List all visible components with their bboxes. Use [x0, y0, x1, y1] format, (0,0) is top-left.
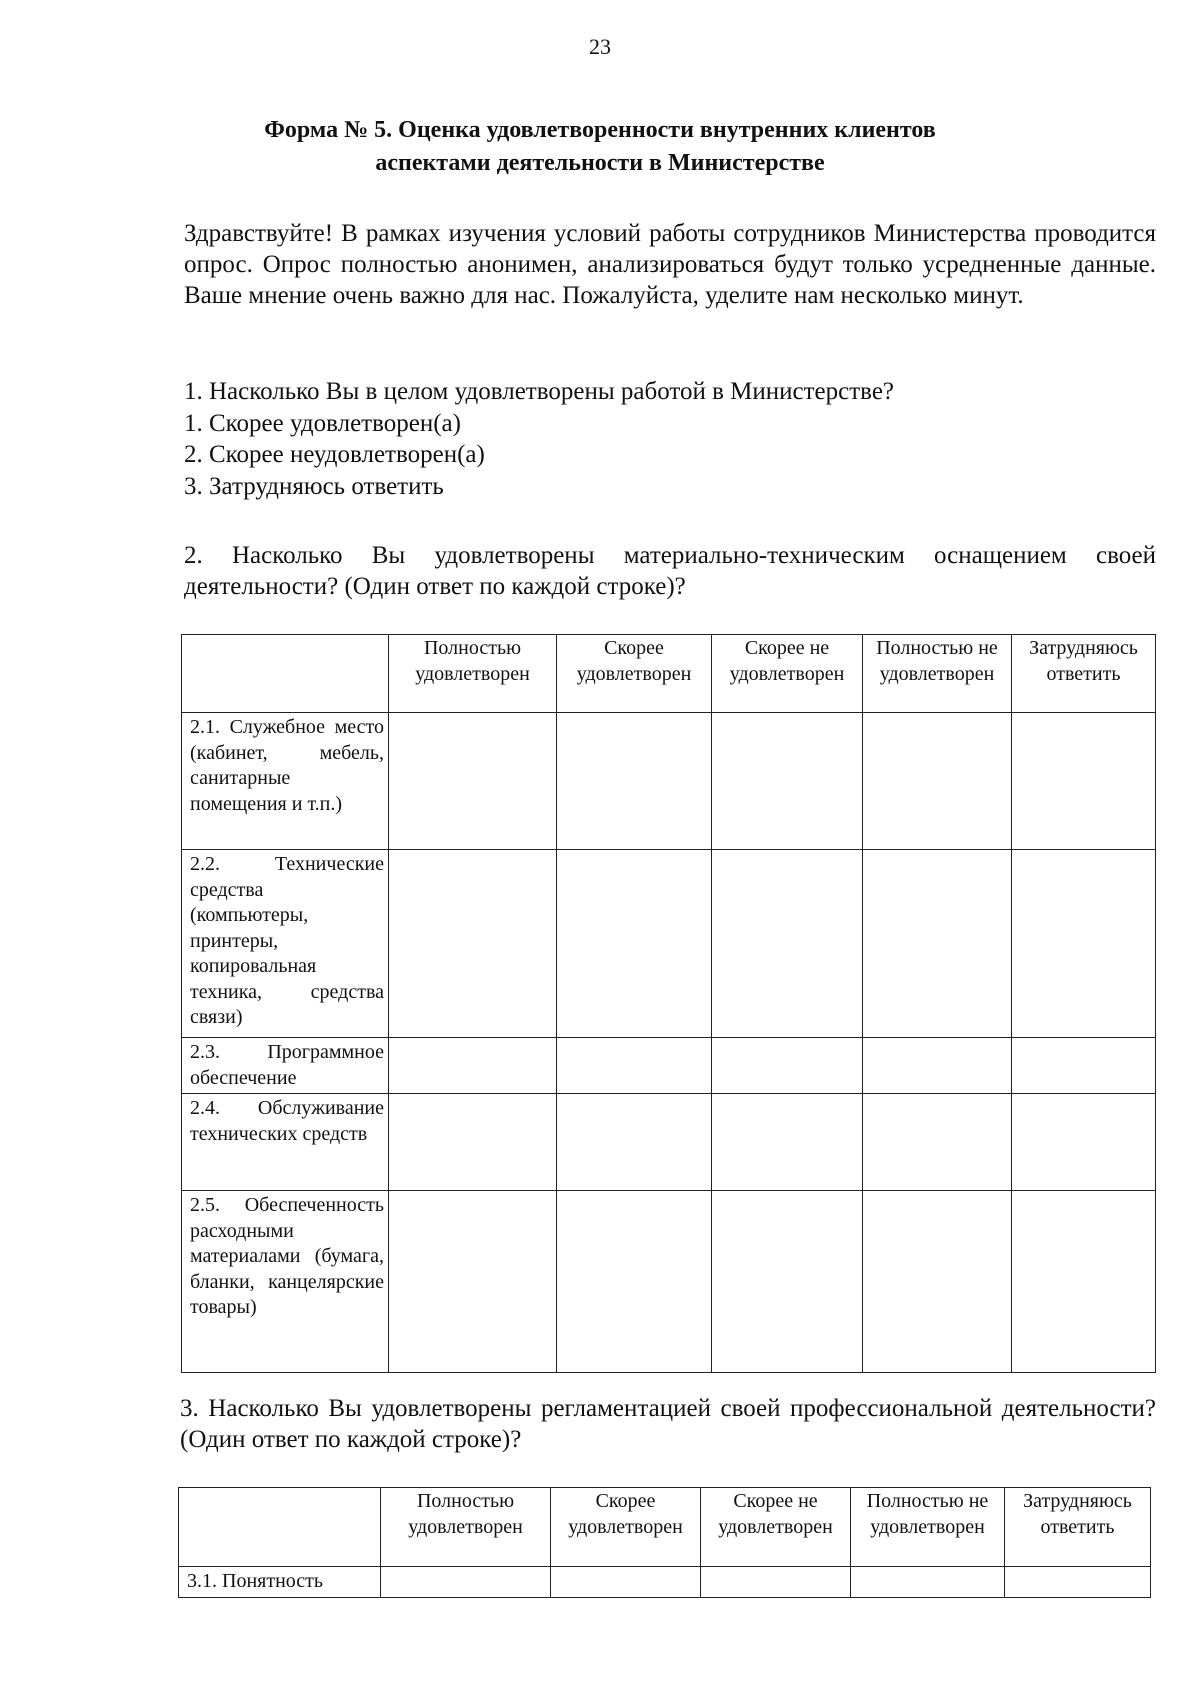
question-1-option-3[interactable]: 3. Затрудняюсь ответить: [184, 472, 444, 500]
header-blank-cell: [182, 635, 389, 713]
answer-cell[interactable]: [557, 1094, 712, 1191]
answer-cell[interactable]: [1012, 1038, 1156, 1094]
table-header-row: [179, 1488, 1151, 1567]
answer-cell[interactable]: [712, 1038, 863, 1094]
row-label: 3.1. Понятность: [179, 1567, 381, 1598]
table-row: [182, 850, 1156, 1038]
answer-cell[interactable]: [863, 1094, 1012, 1191]
table-row: [179, 1567, 1151, 1598]
answer-cell[interactable]: [1012, 1191, 1156, 1373]
page-number: 23: [589, 34, 611, 59]
column-header: Скорее не удовлетворен: [712, 635, 863, 713]
answer-cell[interactable]: [389, 1038, 557, 1094]
question-2-text: 2. Насколько Вы удовлетворены материально-техническим оснащением своей деятельности? (Один ответ по каждой строке)?: [184, 542, 1156, 600]
table-row: [182, 1094, 1156, 1191]
row-label: 2.5. Обеспеченность расходными материалами (бумага, бланки, канцелярские товары): [182, 1191, 389, 1373]
answer-cell[interactable]: [1012, 850, 1156, 1038]
answer-cell[interactable]: [863, 850, 1012, 1038]
column-header: Затрудняюсь ответить: [1005, 1488, 1151, 1567]
answer-cell[interactable]: [381, 1567, 551, 1598]
question-1-text: 1. Насколько Вы в целом удовлетворены работой в Министерстве?: [184, 378, 895, 405]
answer-cell[interactable]: [389, 713, 557, 850]
answer-cell[interactable]: [557, 713, 712, 850]
column-header: Скорее удовлетворен: [557, 635, 712, 713]
answer-cell[interactable]: [712, 850, 863, 1038]
header-blank-cell: [179, 1488, 381, 1567]
answer-cell[interactable]: [701, 1567, 851, 1598]
row-label: 2.4. Обслуживание технических средств: [182, 1094, 389, 1191]
answer-cell[interactable]: [863, 1038, 1012, 1094]
answer-cell[interactable]: [863, 1191, 1012, 1373]
question-3-table: [178, 1487, 1151, 1598]
intro-paragraph: Здравствуйте! В рамках изучения условий работы сотрудников Министерства проводится опрос. Опрос полностью анонимен, анализироваться будут только усредненные данные. Ваше мнение очень важно для нас. Пожалуйста, уделите нам несколько минут.: [184, 220, 1156, 309]
column-header: Скорее не удовлетворен: [701, 1488, 851, 1567]
answer-cell[interactable]: [389, 1094, 557, 1191]
form-title: [180, 114, 1020, 180]
question-3-text: 3. Насколько Вы удовлетворены регламентацией своей профессиональной деятельности? (Один ответ по каждой строке)?: [180, 1395, 1156, 1453]
column-header: Полностью не удовлетворен: [863, 635, 1012, 713]
answer-cell[interactable]: [389, 1191, 557, 1373]
answer-cell[interactable]: [851, 1567, 1005, 1598]
column-header: Скорее удовлетворен: [551, 1488, 701, 1567]
answer-cell[interactable]: [1005, 1567, 1151, 1598]
row-label: 2.1. Служебное место (кабинет, мебель, санитарные помещения и т.п.): [182, 713, 389, 850]
question-1: [184, 376, 1156, 502]
answer-cell[interactable]: [712, 713, 863, 850]
row-label: 2.3. Программное обеспечение: [182, 1038, 389, 1094]
column-header: Полностью удовлетворен: [389, 635, 557, 713]
question-1-option-1[interactable]: 1. Скорее удовлетворен(а): [184, 409, 461, 437]
table-row: [182, 1038, 1156, 1094]
answer-cell[interactable]: [551, 1567, 701, 1598]
answer-cell[interactable]: [557, 850, 712, 1038]
table-row: [182, 1191, 1156, 1373]
answer-cell[interactable]: [389, 850, 557, 1038]
column-header: Затрудняюсь ответить: [1012, 635, 1156, 713]
column-header: Полностью удовлетворен: [381, 1488, 551, 1567]
table-row: [182, 713, 1156, 850]
answer-cell[interactable]: [557, 1191, 712, 1373]
row-label: 2.2. Технические средства (компьютеры, принтеры, копировальная техника, средства связи): [182, 850, 389, 1038]
answer-cell[interactable]: [1012, 1094, 1156, 1191]
column-header: Полностью не удовлетворен: [851, 1488, 1005, 1567]
table-header-row: [182, 635, 1156, 713]
question-2-table: [181, 634, 1156, 1373]
answer-cell[interactable]: [712, 1094, 863, 1191]
form-title-line-2: аспектами деятельности в Министерстве: [375, 150, 825, 176]
answer-cell[interactable]: [712, 1191, 863, 1373]
answer-cell[interactable]: [863, 713, 1012, 850]
question-1-option-2[interactable]: 2. Скорее неудовлетворен(а): [184, 441, 485, 468]
form-title-line-1: Форма № 5. Оценка удовлетворенности внутренних клиентов: [264, 117, 936, 143]
answer-cell[interactable]: [557, 1038, 712, 1094]
answer-cell[interactable]: [1012, 713, 1156, 850]
